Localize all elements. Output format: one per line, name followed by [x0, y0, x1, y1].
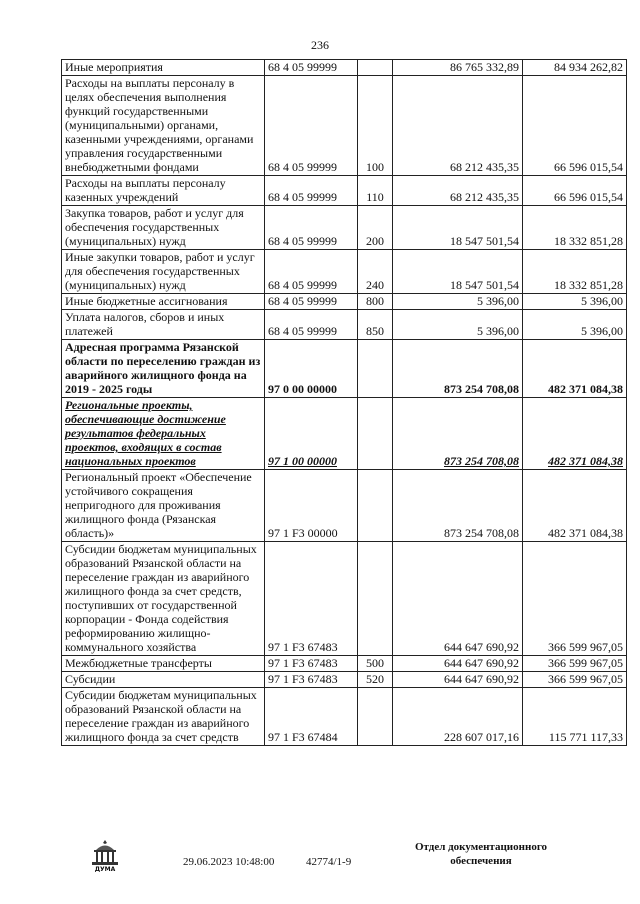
row-name: Адресная программа Рязанской области по переселению граждан из аварийного жилищного фонда на 2019 - 2025 годы [62, 340, 265, 398]
row-amount-2023: 18 547 501,54 [393, 206, 523, 250]
row-name: Закупка товаров, работ и услуг для обеспечения государственных (муниципальных) нужд [62, 206, 265, 250]
table-row [62, 398, 627, 470]
table-row [62, 250, 627, 294]
row-code: 68 4 05 99999 [265, 250, 358, 294]
row-name: Субсидии бюджетам муниципальных образований Рязанской области на переселение граждан из аварийного жилищного фонда за счет средств, поступивших от государственной корпорации - Фонда содействия реформированию жилищно-коммунального хозяйства [62, 542, 265, 656]
table-row [62, 176, 627, 206]
row-name: Расходы на выплаты персоналу в целях обеспечения выполнения функций государственными (муниципальными) органами, казенными учреждениями, органами управления государственными внебюджетными фондами [62, 76, 265, 176]
row-type [358, 688, 393, 746]
row-code: 97 1 F3 00000 [265, 470, 358, 542]
budget-table [61, 59, 627, 746]
footer-department: Отдел документационного обеспечения [414, 841, 548, 867]
row-name: Уплата налогов, сборов и иных платежей [62, 310, 265, 340]
footer-datetime: 29.06.2023 10:48:00 [183, 856, 275, 868]
row-amount-2023: 644 647 690,92 [393, 542, 523, 656]
row-amount-2023: 228 607 017,16 [393, 688, 523, 746]
row-type: 800 [358, 294, 393, 310]
row-name: Субсидии [62, 672, 265, 688]
row-code: 68 4 05 99999 [265, 294, 358, 310]
page-footer [0, 836, 640, 896]
row-type: 110 [358, 176, 393, 206]
row-amount-2023: 18 547 501,54 [393, 250, 523, 294]
row-code: 68 4 05 99999 [265, 76, 358, 176]
row-amount-2024: 366 599 967,05 [523, 656, 627, 672]
row-name: Субсидии бюджетам муниципальных образований Рязанской области на переселение граждан из аварийного жилищного фонда за счет средств [62, 688, 265, 746]
row-type: 850 [358, 310, 393, 340]
row-amount-2023: 68 212 435,35 [393, 76, 523, 176]
table-row [62, 76, 627, 176]
row-code: 68 4 05 99999 [265, 310, 358, 340]
row-amount-2024: 66 596 015,54 [523, 76, 627, 176]
row-amount-2024: 482 371 084,38 [523, 470, 627, 542]
row-amount-2024: 366 599 967,05 [523, 542, 627, 656]
row-amount-2024: 482 371 084,38 [523, 340, 627, 398]
row-code: 97 0 00 00000 [265, 340, 358, 398]
row-name: Иные бюджетные ассигнования [62, 294, 265, 310]
row-amount-2023: 644 647 690,92 [393, 656, 523, 672]
row-amount-2023: 873 254 708,08 [393, 470, 523, 542]
row-amount-2023: 873 254 708,08 [393, 398, 523, 470]
logo-caption: ДУМА [94, 866, 116, 873]
row-code: 97 1 F3 67483 [265, 542, 358, 656]
table-row [62, 688, 627, 746]
row-amount-2024: 115 771 117,33 [523, 688, 627, 746]
row-type: 500 [358, 656, 393, 672]
row-name: Региональный проект «Обеспечение устойчивого сокращения непригодного для проживания жилищного фонда (Рязанская область)» [62, 470, 265, 542]
row-amount-2024: 18 332 851,28 [523, 250, 627, 294]
row-code: 68 4 05 99999 [265, 176, 358, 206]
row-code: 97 1 F3 67484 [265, 688, 358, 746]
row-type: 100 [358, 76, 393, 176]
row-name: Иные закупки товаров, работ и услуг для обеспечения государственных (муниципальных) нужд [62, 250, 265, 294]
row-code: 97 1 00 00000 [265, 398, 358, 470]
row-type [358, 470, 393, 542]
row-code: 97 1 F3 67483 [265, 672, 358, 688]
row-code: 68 4 05 99999 [265, 60, 358, 76]
row-type: 240 [358, 250, 393, 294]
row-name: Иные мероприятия [62, 60, 265, 76]
row-name: Межбюджетные трансферты [62, 656, 265, 672]
row-type: 200 [358, 206, 393, 250]
table-row [62, 206, 627, 250]
row-type [358, 60, 393, 76]
row-amount-2024: 482 371 084,38 [523, 398, 627, 470]
row-amount-2024: 18 332 851,28 [523, 206, 627, 250]
row-type [358, 398, 393, 470]
row-name: Региональные проекты, обеспечивающие достижение результатов федеральных проектов, входящих в состав национальных проектов [62, 398, 265, 470]
row-type [358, 340, 393, 398]
table-row [62, 656, 627, 672]
row-amount-2023: 644 647 690,92 [393, 672, 523, 688]
table-row [62, 60, 627, 76]
row-amount-2024: 84 934 262,82 [523, 60, 627, 76]
row-amount-2023: 68 212 435,35 [393, 176, 523, 206]
row-code: 97 1 F3 67483 [265, 656, 358, 672]
page-number: 236 [311, 38, 329, 52]
row-amount-2024: 5 396,00 [523, 310, 627, 340]
row-amount-2023: 873 254 708,08 [393, 340, 523, 398]
row-code: 68 4 05 99999 [265, 206, 358, 250]
row-name: Расходы на выплаты персоналу казенных учреждений [62, 176, 265, 206]
table-row [62, 310, 627, 340]
row-amount-2023: 5 396,00 [393, 310, 523, 340]
row-type [358, 542, 393, 656]
row-amount-2023: 5 396,00 [393, 294, 523, 310]
row-amount-2024: 66 596 015,54 [523, 176, 627, 206]
table-row [62, 340, 627, 398]
footer-doc-number: 42774/1-9 [306, 856, 352, 868]
table-row [62, 470, 627, 542]
table-row [62, 672, 627, 688]
row-amount-2024: 5 396,00 [523, 294, 627, 310]
row-type: 520 [358, 672, 393, 688]
table-row [62, 542, 627, 656]
row-amount-2024: 366 599 967,05 [523, 672, 627, 688]
table-row [62, 294, 627, 310]
row-amount-2023: 86 765 332,89 [393, 60, 523, 76]
